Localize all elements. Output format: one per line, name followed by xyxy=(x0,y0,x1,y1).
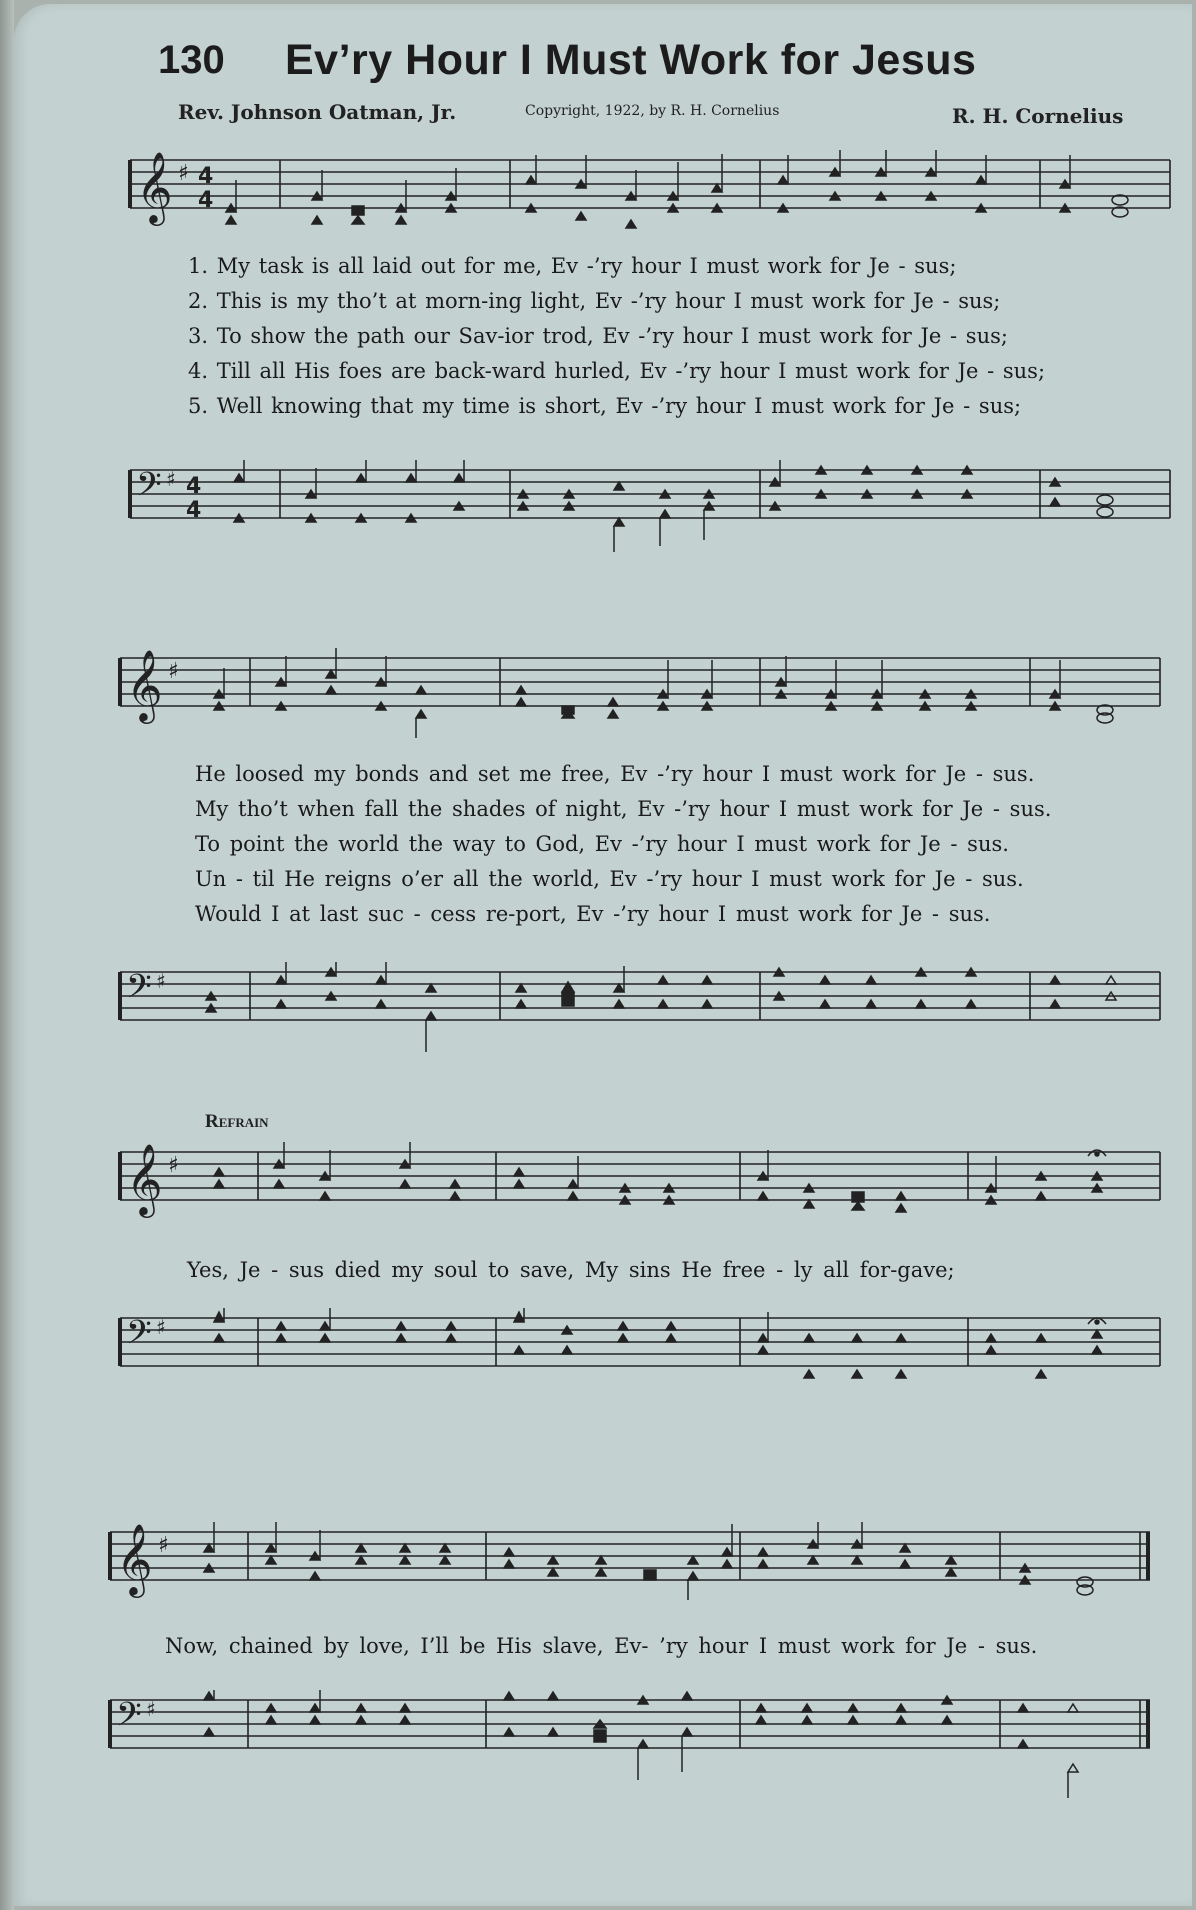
svg-text:𝄞: 𝄞 xyxy=(116,1522,153,1595)
svg-text:♯: ♯ xyxy=(178,161,189,186)
verse-line-1b: He loosed my bonds and set me free, Ev -’ry hour I must work for Je - sus. xyxy=(195,762,1035,786)
verse-line-2a: 2. This is my tho’t at morn-ing light, Ev -’ry hour I must work for Je - sus; xyxy=(188,289,1001,313)
svg-text:𝄢: 𝄢 xyxy=(126,1314,152,1360)
svg-text:♯: ♯ xyxy=(168,659,179,684)
svg-text:♯: ♯ xyxy=(166,467,176,491)
verse-line-3a: 3. To show the path our Sav-ior trod, Ev -’ry hour I must work for Je - sus; xyxy=(188,324,1008,348)
verse-line-4b: Un - til He reigns o’er all the world, Ev -’ry hour I must work for Je - sus. xyxy=(195,867,1024,891)
hymn-title: Ev’ry Hour I Must Work for Jesus xyxy=(285,36,977,84)
system2-bass-staff xyxy=(110,962,1170,1062)
refrain-treble-staff-2 xyxy=(100,1522,1160,1612)
verse-line-1a: 1. My task is all laid out for me, Ev -’ry hour I must work for Je - sus; xyxy=(188,254,957,278)
book-page-edge xyxy=(0,0,14,1910)
svg-text:4: 4 xyxy=(186,474,202,499)
refrain-treble-staff-1 xyxy=(110,1142,1170,1232)
svg-text:♯: ♯ xyxy=(156,969,166,993)
svg-text:𝄢: 𝄢 xyxy=(116,1696,142,1742)
svg-text:4: 4 xyxy=(198,188,214,213)
system1-treble-staff xyxy=(120,150,1180,240)
verse-line-2b: My tho’t when fall the shades of night, Ev -’ry hour I must work for Je - sus. xyxy=(195,797,1052,821)
copyright-notice: Copyright, 1922, by R. H. Cornelius xyxy=(525,103,780,119)
author-credit: Rev. Johnson Oatman, Jr. xyxy=(178,100,457,124)
verse-line-5b: Would I at last suc - cess re-port, Ev -’ry hour I must work for Je - sus. xyxy=(195,902,991,926)
refrain-label: Refrain xyxy=(205,1111,269,1132)
composer-credit: R. H. Cornelius xyxy=(952,104,1124,128)
hymn-number: 130 xyxy=(158,38,225,82)
svg-text:4: 4 xyxy=(186,498,202,523)
svg-text:♯: ♯ xyxy=(158,1533,169,1558)
verse-line-5a: 5. Well knowing that my time is short, Ev -’ry hour I must work for Je - sus; xyxy=(188,394,1022,418)
svg-text:4: 4 xyxy=(198,164,214,189)
svg-text:♯: ♯ xyxy=(156,1315,166,1339)
refrain-bass-staff-2 xyxy=(100,1690,1160,1810)
refrain-bass-staff-1 xyxy=(110,1308,1170,1408)
svg-text:♯: ♯ xyxy=(168,1153,179,1178)
svg-text:♯: ♯ xyxy=(146,1697,156,1721)
system1-bass-staff xyxy=(120,460,1180,560)
verse-line-4a: 4. Till all His foes are back-ward hurled, Ev -’ry hour I must work for Je - sus; xyxy=(188,359,1046,383)
svg-text:𝄞: 𝄞 xyxy=(126,648,163,721)
svg-text:𝄢: 𝄢 xyxy=(136,466,162,512)
system2-treble-staff xyxy=(110,648,1170,738)
svg-text:𝄢: 𝄢 xyxy=(126,968,152,1014)
svg-text:𝄞: 𝄞 xyxy=(136,150,173,223)
refrain-line-2: Now, chained by love, I’ll be His slave, Ev- ’ry hour I must work for Je - sus. xyxy=(165,1634,1038,1658)
verse-line-3b: To point the world the way to God, Ev -’ry hour I must work for Je - sus. xyxy=(195,832,1009,856)
refrain-line-1: Yes, Je - sus died my soul to save, My sins He free - ly all for-gave; xyxy=(187,1258,955,1282)
svg-text:𝄞: 𝄞 xyxy=(126,1142,163,1215)
